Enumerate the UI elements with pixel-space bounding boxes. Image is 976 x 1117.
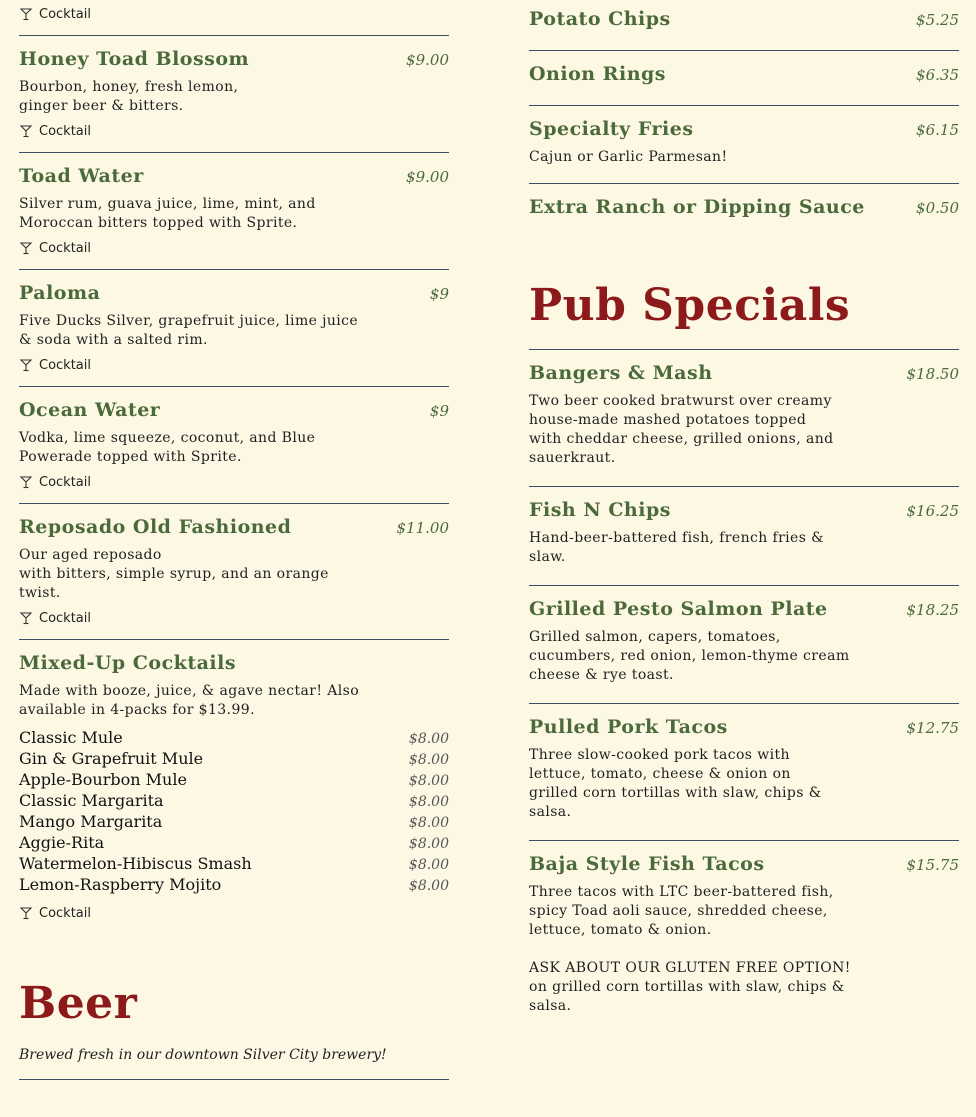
item-price: $9.00: [406, 51, 449, 69]
tag-label: Cocktail: [39, 357, 91, 373]
cocktail-tag: [19, 356, 449, 374]
tag-label: Cocktail: [39, 240, 91, 256]
right-column: [529, 0, 959, 1016]
item-name: Fish N Chips: [529, 499, 671, 521]
item-price: $9: [429, 402, 449, 420]
item-name: Potato Chips: [529, 8, 671, 30]
item-name: Extra Ranch or Dipping Sauce: [529, 196, 865, 218]
menu-item-reposado-old-fashioned: [19, 503, 449, 627]
item-description: Hand-beer-battered fish, french fries & slaw.: [529, 530, 825, 565]
list-item: [19, 791, 449, 812]
item-price: $11.00: [396, 519, 449, 537]
divider: [19, 1079, 449, 1080]
martini-glass-icon: [19, 611, 33, 625]
item-description: Three tacos with LTC beer-battered fish, spicy Toad aoli sauce, shredded cheese, lettuce, tomato & onion. ASK ABOUT OUR GLUTEN FREE OPTION! on grilled corn tortillas with slaw, chips & salsa.: [529, 884, 851, 1014]
sub-item-price: $8.00: [408, 773, 449, 789]
menu-item-mixed-up-cocktails: [19, 639, 449, 922]
left-column: [19, 0, 449, 1080]
item-price: $15.75: [906, 856, 959, 874]
tag-label: Cocktail: [39, 474, 91, 490]
tag-label: Cocktail: [39, 6, 91, 22]
item-name: Specialty Fries: [529, 118, 694, 140]
item-name: Toad Water: [19, 165, 144, 187]
list-item: [19, 812, 449, 833]
item-description: Silver rum, guava juice, lime, mint, and Moroccan bitters topped with Sprite.: [19, 196, 316, 231]
item-description: Bourbon, honey, fresh lemon, ginger beer & bitters.: [19, 79, 239, 114]
list-item: [19, 728, 449, 749]
sub-item-name: Mango Margarita: [19, 812, 163, 831]
sub-item-price: $8.00: [408, 878, 449, 894]
sub-item-price: $8.00: [408, 836, 449, 852]
martini-glass-icon: [19, 7, 33, 21]
item-price: $6.35: [916, 66, 959, 84]
item-description: Our aged reposado with bitters, simple syrup, and an orange twist.: [19, 547, 329, 601]
menu-item-paloma: [19, 269, 449, 374]
cocktail-tag: [19, 609, 449, 627]
item-description: Grilled salmon, capers, tomatoes, cucumbers, red onion, lemon-thyme cream cheese & rye toast.: [529, 629, 850, 683]
list-item: [19, 833, 449, 854]
item-name: Reposado Old Fashioned: [19, 516, 292, 538]
item-name: Bangers & Mash: [529, 362, 713, 384]
item-name: Baja Style Fish Tacos: [529, 853, 765, 875]
item-price: $18.50: [906, 365, 959, 383]
list-item: [19, 770, 449, 791]
item-name: Ocean Water: [19, 399, 161, 421]
sub-item-name: Classic Mule: [19, 728, 123, 747]
martini-glass-icon: [19, 358, 33, 372]
sub-item-name: Classic Margarita: [19, 791, 164, 810]
list-item: [19, 749, 449, 770]
cocktail-tag: [19, 239, 449, 257]
menu-item-onion-rings: [529, 50, 959, 85]
cocktail-tag: [19, 122, 449, 140]
sub-item-name: Gin & Grapefruit Mule: [19, 749, 204, 768]
item-price: $0.50: [916, 199, 959, 217]
item-description: Five Ducks Silver, grapefruit juice, lime juice & soda with a salted rim.: [19, 313, 359, 348]
item-name: Mixed-Up Cocktails: [19, 652, 237, 674]
mixed-cocktail-list: [19, 728, 449, 896]
menu-item-toad-water: [19, 152, 449, 257]
tag-label: Cocktail: [39, 610, 91, 626]
item-description: Two beer cooked bratwurst over creamy house-made mashed potatoes topped with cheddar cheese, grilled onions, and sauerkraut.: [529, 393, 834, 466]
sub-item-price: $8.00: [408, 731, 449, 747]
martini-glass-icon: [19, 241, 33, 255]
sub-item-name: Apple-Bourbon Mule: [19, 770, 187, 789]
sub-item-name: Lemon-Raspberry Mojito: [19, 875, 222, 894]
martini-glass-icon: [19, 124, 33, 138]
menu-item-bangers-mash: [529, 349, 959, 468]
sub-item-price: $8.00: [408, 794, 449, 810]
item-price: $16.25: [906, 502, 959, 520]
item-price: $9: [429, 285, 449, 303]
item-description: Three slow-cooked pork tacos with lettuce, tomato, cheese & onion on grilled corn tortillas with slaw, chips & salsa.: [529, 747, 822, 820]
menu-item-grilled-pesto-salmon: [529, 585, 959, 685]
sub-item-name: Aggie-Rita: [19, 833, 105, 852]
pub-specials-title: Pub Specials: [529, 280, 851, 331]
item-description: Cajun or Garlic Parmesan!: [529, 149, 728, 165]
list-item: [19, 854, 449, 875]
tag-label: Cocktail: [39, 905, 91, 921]
sub-item-price: $8.00: [408, 752, 449, 768]
item-price: $18.25: [906, 601, 959, 619]
menu-item-specialty-fries: [529, 105, 959, 167]
item-name: Pulled Pork Tacos: [529, 716, 728, 738]
menu-item-extra-ranch: [529, 183, 959, 218]
cocktail-tag: [19, 904, 449, 922]
beer-section-title: Beer: [19, 978, 138, 1029]
menu-item-pulled-pork-tacos: [529, 703, 959, 822]
item-name: Paloma: [19, 282, 101, 304]
martini-glass-icon: [19, 475, 33, 489]
menu-item-ocean-water: [19, 386, 449, 491]
item-name: Onion Rings: [529, 63, 666, 85]
menu-item-baja-fish-tacos: [529, 840, 959, 1016]
beer-section-subtitle: Brewed fresh in our downtown Silver City brewery!: [19, 1047, 387, 1063]
menu-item-fish-n-chips: [529, 486, 959, 567]
menu-item-potato-chips: [529, 0, 959, 30]
item-name: Grilled Pesto Salmon Plate: [529, 598, 828, 620]
item-name: Honey Toad Blossom: [19, 48, 250, 70]
cocktail-tag: [19, 5, 449, 23]
list-item: [19, 875, 449, 896]
item-price: $6.15: [916, 121, 959, 139]
sub-item-price: $8.00: [408, 815, 449, 831]
menu-item-honey-toad-blossom: [19, 35, 449, 140]
tag-label: Cocktail: [39, 123, 91, 139]
item-price: $9.00: [406, 168, 449, 186]
cocktail-tag: [19, 473, 449, 491]
item-price: $12.75: [906, 719, 959, 737]
item-description: Made with booze, juice, & agave nectar! Also available in 4-packs for $13.99.: [19, 683, 360, 718]
item-description: Vodka, lime squeeze, coconut, and Blue Powerade topped with Sprite.: [19, 430, 316, 465]
item-price: $5.25: [916, 11, 959, 29]
sub-item-name: Watermelon-Hibiscus Smash: [19, 854, 252, 873]
sub-item-price: $8.00: [408, 857, 449, 873]
martini-glass-icon: [19, 906, 33, 920]
